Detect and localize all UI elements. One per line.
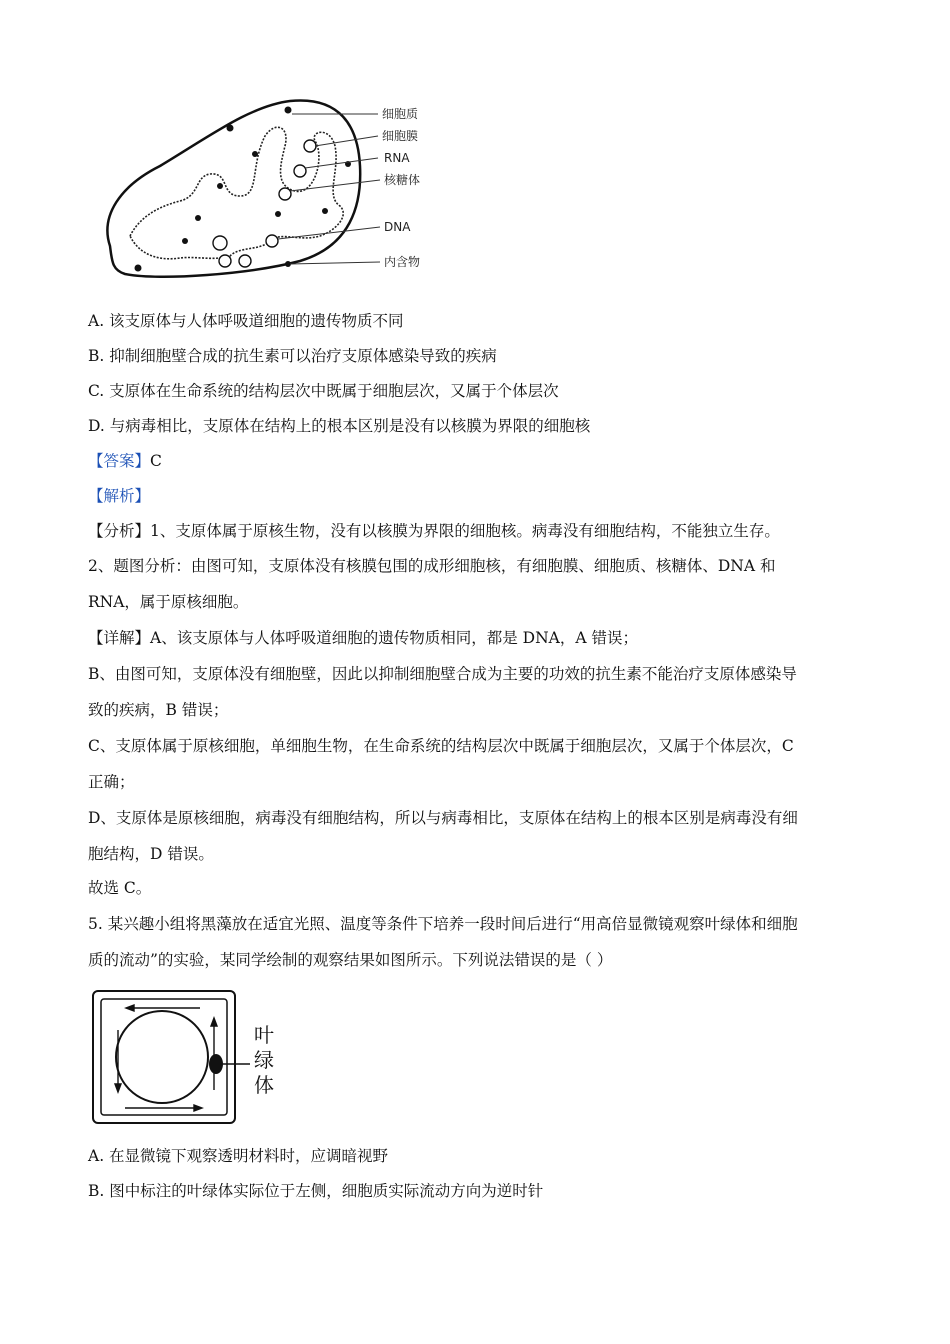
answer-line [88,451,162,471]
label-cytoplasm: 细胞质 [382,107,419,121]
detail-line-7: 胞结构，D 错误。 [88,845,214,863]
detail-text-1: A、该支原体与人体呼吸道细胞的遗传物质相同，都是 DNA，A 错误； [150,629,638,647]
conclusion: 故选 C。 [88,879,152,897]
label-dna: DNA [384,220,411,234]
answer-value: C [150,452,162,470]
inclusion-dots [135,107,352,272]
chloroplast-label-1: 叶 [254,1023,274,1047]
analysis-text-1: 1、支原体属于原核生物，没有以核膜为界限的细胞核。病毒没有细胞结构，不能独立生存。 [150,522,780,540]
analysis-tag: 【解析】 [88,487,151,505]
detail-line-1 [88,628,638,648]
detail-line-6: D、支原体是原核细胞，病毒没有细胞结构，所以与病毒相比，支原体在结构上的根本区别是病毒没有细 [88,809,798,827]
detail-line-5: 正确； [88,773,135,791]
q4-option-a: A. 该支原体与人体呼吸道细胞的遗传物质不同 [88,312,404,330]
analysis-head: 【分析】 [88,522,151,540]
label-inclusion: 内含物 [384,255,421,269]
ribosome-icons [213,140,316,267]
chloroplast-figure [90,988,290,1128]
mycoplasma-figure [100,96,460,286]
answer-tag: 【答案】 [88,452,151,470]
analysis-line-2: 2、题图分析：由图可知，支原体没有核膜包围的成形细胞核，有细胞膜、细胞质、核糖体、DNA 和 [88,557,776,575]
detail-line-2: B、由图可知，支原体没有细胞壁，因此以抑制细胞壁合成为主要的功效的抗生素不能治疗支原体感染导 [88,665,797,683]
q5-stem-1: 5. 某兴趣小组将黑藻放在适宜光照、温度等条件下培养一段时间后进行“用高倍显微镜观察叶绿体和细胞 [88,915,798,933]
flow-arrows [115,1005,217,1111]
q5-option-a: A. 在显微镜下观察透明材料时，应调暗视野 [88,1147,389,1165]
q5-option-b: B. 图中标注的叶绿体实际位于左侧，细胞质实际流动方向为逆时针 [88,1182,544,1200]
label-leaders [278,114,380,264]
detail-line-4: C、支原体属于原核细胞，单细胞生物，在生命系统的结构层次中既属于细胞层次，又属于个体层次，C [88,737,794,755]
vacuole [116,1011,208,1103]
q5-stem-2: 质的流动”的实验，某同学绘制的观察结果如图所示。下列说法错误的是（ ） [88,951,613,969]
detail-line-3: 致的疾病，B 错误； [88,701,229,719]
label-rna: RNA [384,151,410,165]
label-ribosome: 核糖体 [384,173,421,187]
chloroplast-label-2: 绿 [254,1048,274,1072]
q4-option-d: D. 与病毒相比，支原体在结构上的根本区别是没有以核膜为界限的细胞核 [88,417,591,435]
label-membrane: 细胞膜 [382,129,419,143]
analysis-line-3: RNA，属于原核细胞。 [88,593,249,611]
analysis-line-1 [88,521,780,541]
detail-head: 【详解】 [88,629,151,647]
q4-option-c: C. 支原体在生命系统的结构层次中既属于细胞层次，又属于个体层次 [88,382,559,400]
chloroplast [209,1054,223,1074]
q4-option-b: B. 抑制细胞壁合成的抗生素可以治疗支原体感染导致的疾病 [88,347,497,365]
cell-outline [107,100,360,276]
chloroplast-label-3: 体 [254,1073,274,1097]
